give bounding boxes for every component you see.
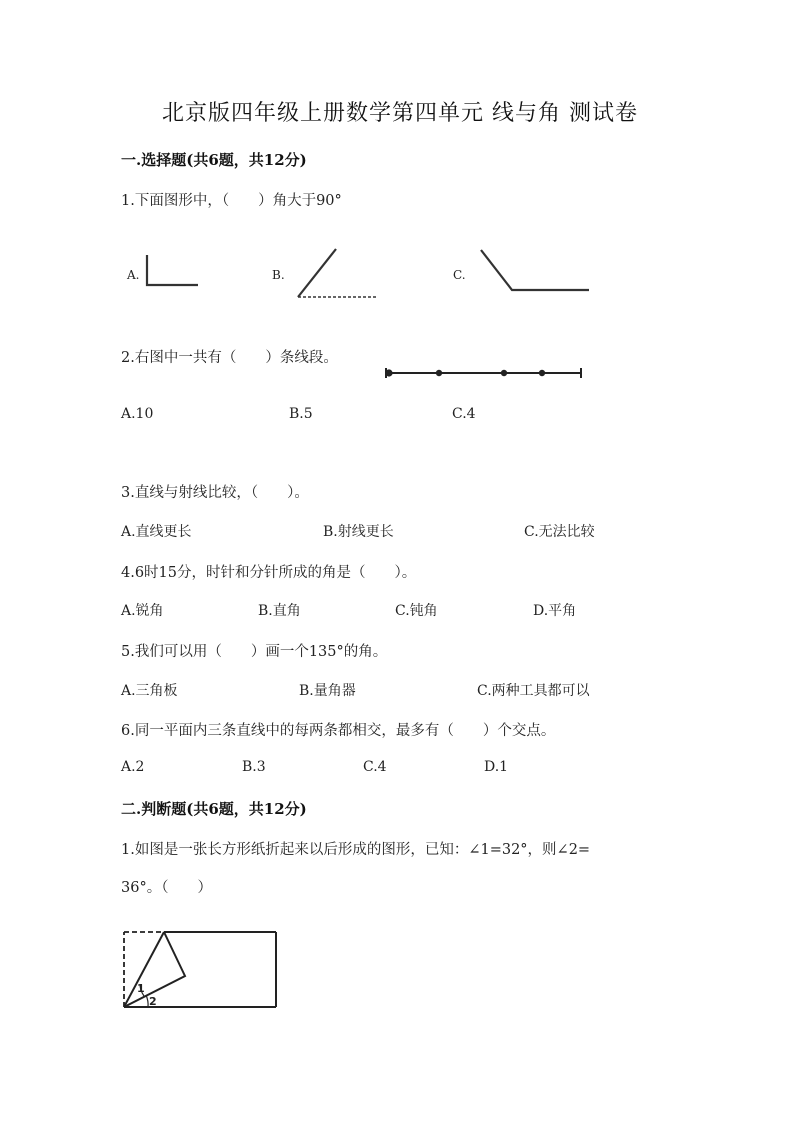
figure-c-label: C. [453,268,466,282]
question-4-text: 4.6时15分，时针和分针所成的角是（ ）。 [121,565,417,581]
q6-option-d: D.1 [484,759,509,775]
judgement-1-text-line1: 1.如图是一张长方形纸折起来以后形成的图形，已知：∠1=32°，则∠2= [121,842,591,858]
angle-1-label: 1 [137,982,145,995]
angle-2-label: 2 [149,995,157,1008]
q2-option-b: B.5 [289,406,313,422]
angle-figure-b [290,245,385,305]
question-6-text: 6.同一平面内三条直线中的每两条都相交，最多有（ ）个交点。 [121,723,556,739]
segment-point [436,370,442,376]
angle-figure-c [476,246,596,298]
page-title: 北京版四年级上册数学第四单元 线与角 测试卷 [162,101,638,126]
q5-option-c: C.两种工具都可以 [477,683,590,699]
figure-a-label: A. [127,268,140,282]
q2-option-c: C.4 [452,406,476,422]
segment-point [501,370,507,376]
q5-option-a: A.三角板 [121,683,178,699]
line-segment-figure [380,364,590,384]
folded-paper-figure [118,925,283,1015]
q4-option-a: A.锐角 [121,603,164,619]
judgement-1-text-line2: 36°。（ ） [121,880,212,896]
segment-point [539,370,545,376]
question-2-text: 2.右图中一共有（ ）条线段。 [121,350,338,366]
q5-option-b: B.量角器 [299,683,356,699]
section-heading-choice: 一.选择题(共6题，共12分) [121,151,307,169]
q3-option-b: B.射线更长 [323,524,394,540]
q6-option-c: C.4 [363,759,387,775]
q3-option-a: A.直线更长 [121,524,192,540]
section-heading-judgement: 二.判断题(共6题，共12分) [121,800,307,818]
question-5-text: 5.我们可以用（ ）画一个135°的角。 [121,644,388,660]
q4-option-c: C.钝角 [395,603,438,619]
q4-option-b: B.直角 [258,603,301,619]
question-1-text: 1.下面图形中，（ ）角大于90° [121,193,342,209]
question-3-text: 3.直线与射线比较，（ ）。 [121,485,309,501]
q3-option-c: C.无法比较 [524,524,595,540]
q2-option-a: A.10 [121,406,154,422]
q6-option-b: B.3 [242,759,266,775]
angle-figure-a [140,252,202,292]
figure-b-label: B. [272,268,285,282]
q6-option-a: A.2 [121,759,145,775]
q4-option-d: D.平角 [533,603,577,619]
